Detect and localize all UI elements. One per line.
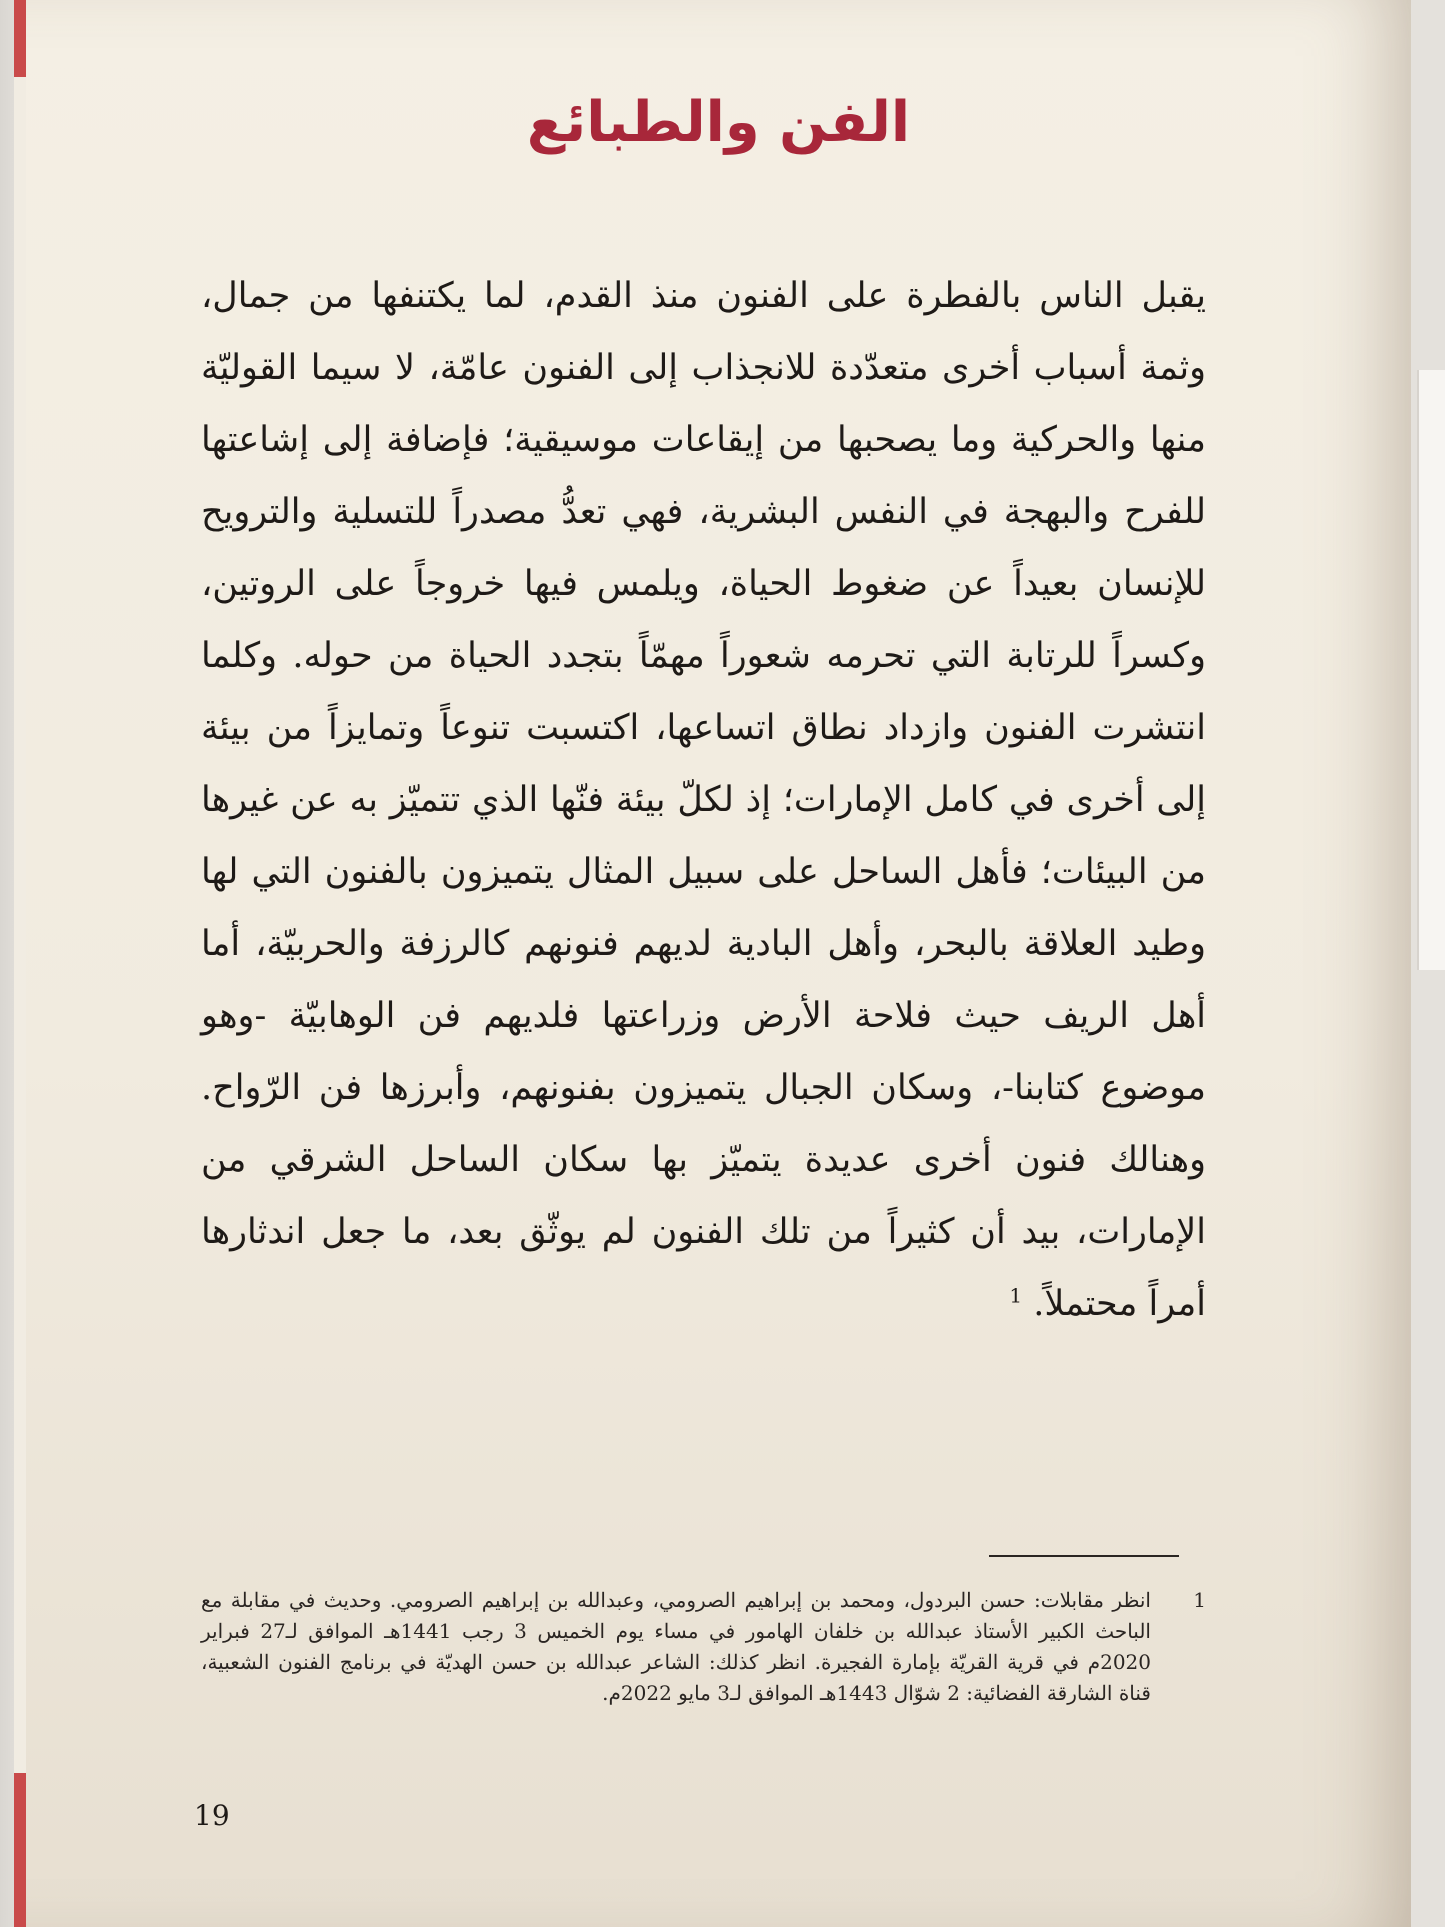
adjacent-paper-edge bbox=[1417, 370, 1445, 970]
book-page bbox=[26, 0, 1411, 1927]
footnote-text: انظر مقابلات: حسن البردول، ومحمد بن إبراهيم الصرومي، وعبدالله بن إبراهيم الصرومي. وحديث في مقابلة مع الباحث الكبير الأستاذ عبدالله بن خلفان الهامور في مساء يوم الخميس 3 رجب 1441هـ الموافق لـ27 فبراير 2020م في قرية القريّة بإمارة الفجيرة. انظر كذلك: الشاعر عبدالله بن حسن الهديّة في برنامج الفنون الشعبية، قناة الشارقة الفضائية: 2 شوّال 1443هـ الموافق لـ3 مايو 2022م. bbox=[201, 1588, 1151, 1705]
page-number: 19 bbox=[194, 1799, 230, 1832]
footnote-divider bbox=[989, 1555, 1179, 1557]
body-paragraph bbox=[201, 260, 1206, 1340]
footnote-number: 1 bbox=[1193, 1588, 1206, 1612]
footnote bbox=[201, 1585, 1206, 1709]
chapter-title: الفن والطبائع bbox=[526, 90, 911, 155]
footnote-marker: 1 bbox=[1009, 1283, 1023, 1308]
book-page-edge bbox=[14, 0, 26, 1927]
body-paragraph-text: يقبل الناس بالفطرة على الفنون منذ القدم، لما يكتنفها من جمال، وثمة أسباب أخرى متعدّدة للانجذاب إلى الفنون عامّة، لا سيما القوليّة منها والحركية وما يصحبها من إيقاعات موسيقية؛ فإضافة إلى إشاعتها للفرح والبهجة في النفس البشرية، فهي تعدُّ مصدراً للتسلية والترويح للإنسان بعيداً عن ضغوط الحياة، ويلمس فيها خروجاً على الروتين، وكسراً للرتابة التي تحرمه شعوراً مهمّاً بتجدد الحياة من حوله. وكلما انتشرت الفنون وازداد نطاق اتساعها، اكتسبت تنوعاً وتمايزاً من بيئة إلى أخرى في كامل الإمارات؛ إذ لكلّ بيئة فنّها الذي تتميّز به عن غيرها من البيئات؛ فأهل الساحل على سبيل المثال يتميزون بالفنون التي لها وطيد العلاقة بالبحر، وأهل البادية لديهم فنونهم كالرزفة والحربيّة، أما أهل الريف حيث فلاحة الأرض وزراعتها فلديهم فن الوهابيّة -وهو موضوع كتابنا-، وسكان الجبال يتميزون بفنونهم، وأبرزها فن الرّواح. وهنالك فنون أخرى عديدة يتميّز بها سكان الساحل الشرقي من الإمارات، بيد أن كثيراً من تلك الفنون لم يوثّق بعد، ما جعل اندثارها أمراً محتملاً. bbox=[201, 276, 1206, 1324]
